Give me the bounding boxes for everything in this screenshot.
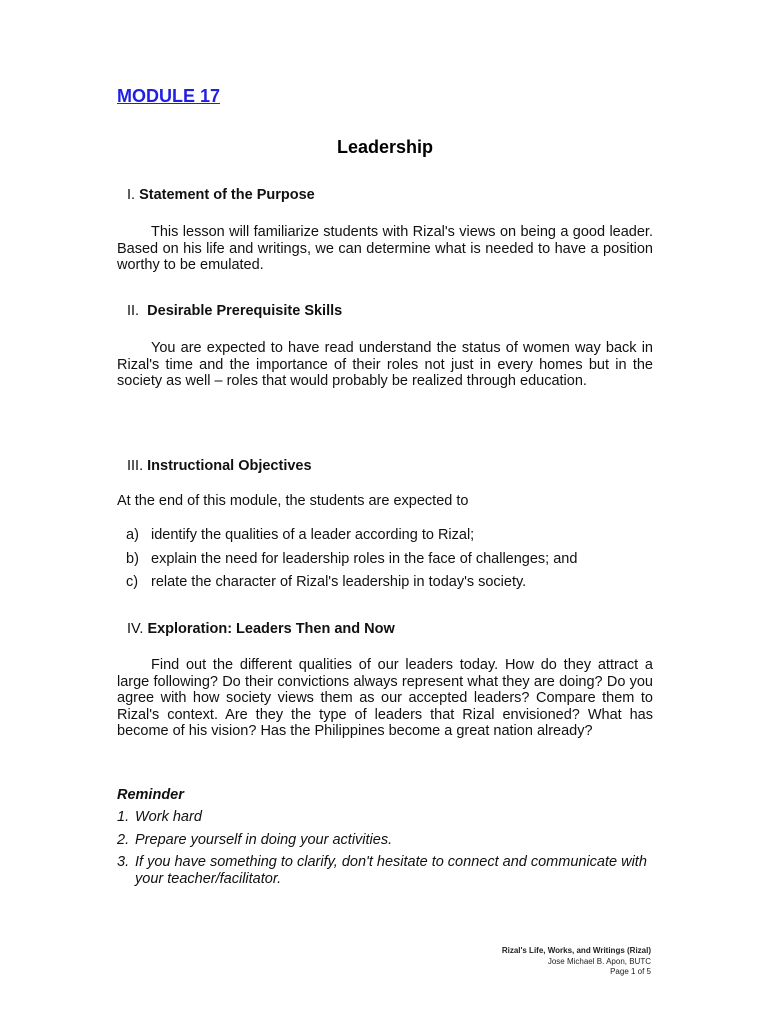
list-item-letter: c): [126, 574, 139, 590]
footer-author: Jose Michael B. Apon, BUTC: [547, 956, 651, 966]
footer-page-number: Page 1 of 5: [610, 967, 651, 976]
reminder-item: [117, 854, 653, 888]
reminder-box: [117, 786, 653, 894]
section-3-intro: At the end of this module, the students are expected to: [117, 493, 469, 509]
objectives-list: [126, 527, 577, 598]
section-3-title: Instructional Objectives: [147, 458, 312, 474]
section-2-title: Desirable Prerequisite Skills: [147, 303, 343, 319]
section-4-number: IV.: [127, 621, 144, 637]
section-4-body: Find out the different qualities of our leaders today. How do they attract a large following? Do their convictions always represent what they are doing? Do you agree with how society views them as our accepted leaders? Compare them to Rizal's context. Are they the type of leaders that Rizal envisioned? What has become of his vision? Has the Philippines become a great nation already?: [117, 657, 653, 740]
document-title: Leadership: [336, 137, 434, 157]
section-3-heading: [127, 458, 312, 474]
list-item-text: relate the character of Rizal's leadership in today's society.: [151, 574, 527, 590]
section-1-title: Statement of the Purpose: [139, 187, 315, 203]
reminder-item-number: 2.: [117, 831, 130, 848]
reminder-item: [117, 809, 653, 826]
section-2-number: II.: [127, 303, 140, 319]
reminder-item-text: If you have something to clarify, don't hesitate to connect and communicate with your teacher/facilitator.: [135, 854, 647, 887]
section-1-heading: [127, 187, 315, 203]
list-item-text: identify the qualities of a leader according to Rizal;: [151, 527, 475, 543]
section-4-title: Exploration: Leaders Then and Now: [147, 621, 395, 637]
reminder-item: [117, 832, 653, 849]
list-item: [126, 574, 577, 598]
section-1-body: This lesson will familiarize students with Rizal's views on being a good leader. Based on his life and writings, we can determine what is needed to have a position worthy to be emulated.: [117, 224, 653, 274]
list-item-text: explain the need for leadership roles in the face of challenges; and: [151, 550, 578, 567]
reminder-item-number: 3.: [117, 854, 130, 870]
list-item-letter: a): [126, 527, 139, 543]
reminder-item-number: 1.: [117, 809, 130, 825]
reminder-item-text: Prepare yourself in doing your activities.: [135, 831, 393, 848]
section-2-heading: [127, 303, 342, 319]
list-item: [126, 551, 577, 575]
module-title-link[interactable]: MODULE 17: [117, 86, 221, 106]
section-4-heading: [127, 621, 395, 637]
section-1-number: I.: [127, 187, 136, 203]
page-footer: [502, 946, 651, 978]
list-item-letter: b): [126, 550, 139, 567]
footer-course: Rizal's Life, Works, and Writings (Rizal): [501, 946, 651, 955]
list-item: [126, 527, 577, 551]
section-3-number: III.: [127, 458, 144, 474]
reminder-item-text: Work hard: [135, 809, 202, 825]
reminder-title: Reminder: [117, 787, 184, 803]
section-2-body: You are expected to have read understand the status of women way back in Rizal's time and the importance of their roles not just in every homes but in the society as well – roles that would probably be realized through education.: [117, 340, 653, 390]
